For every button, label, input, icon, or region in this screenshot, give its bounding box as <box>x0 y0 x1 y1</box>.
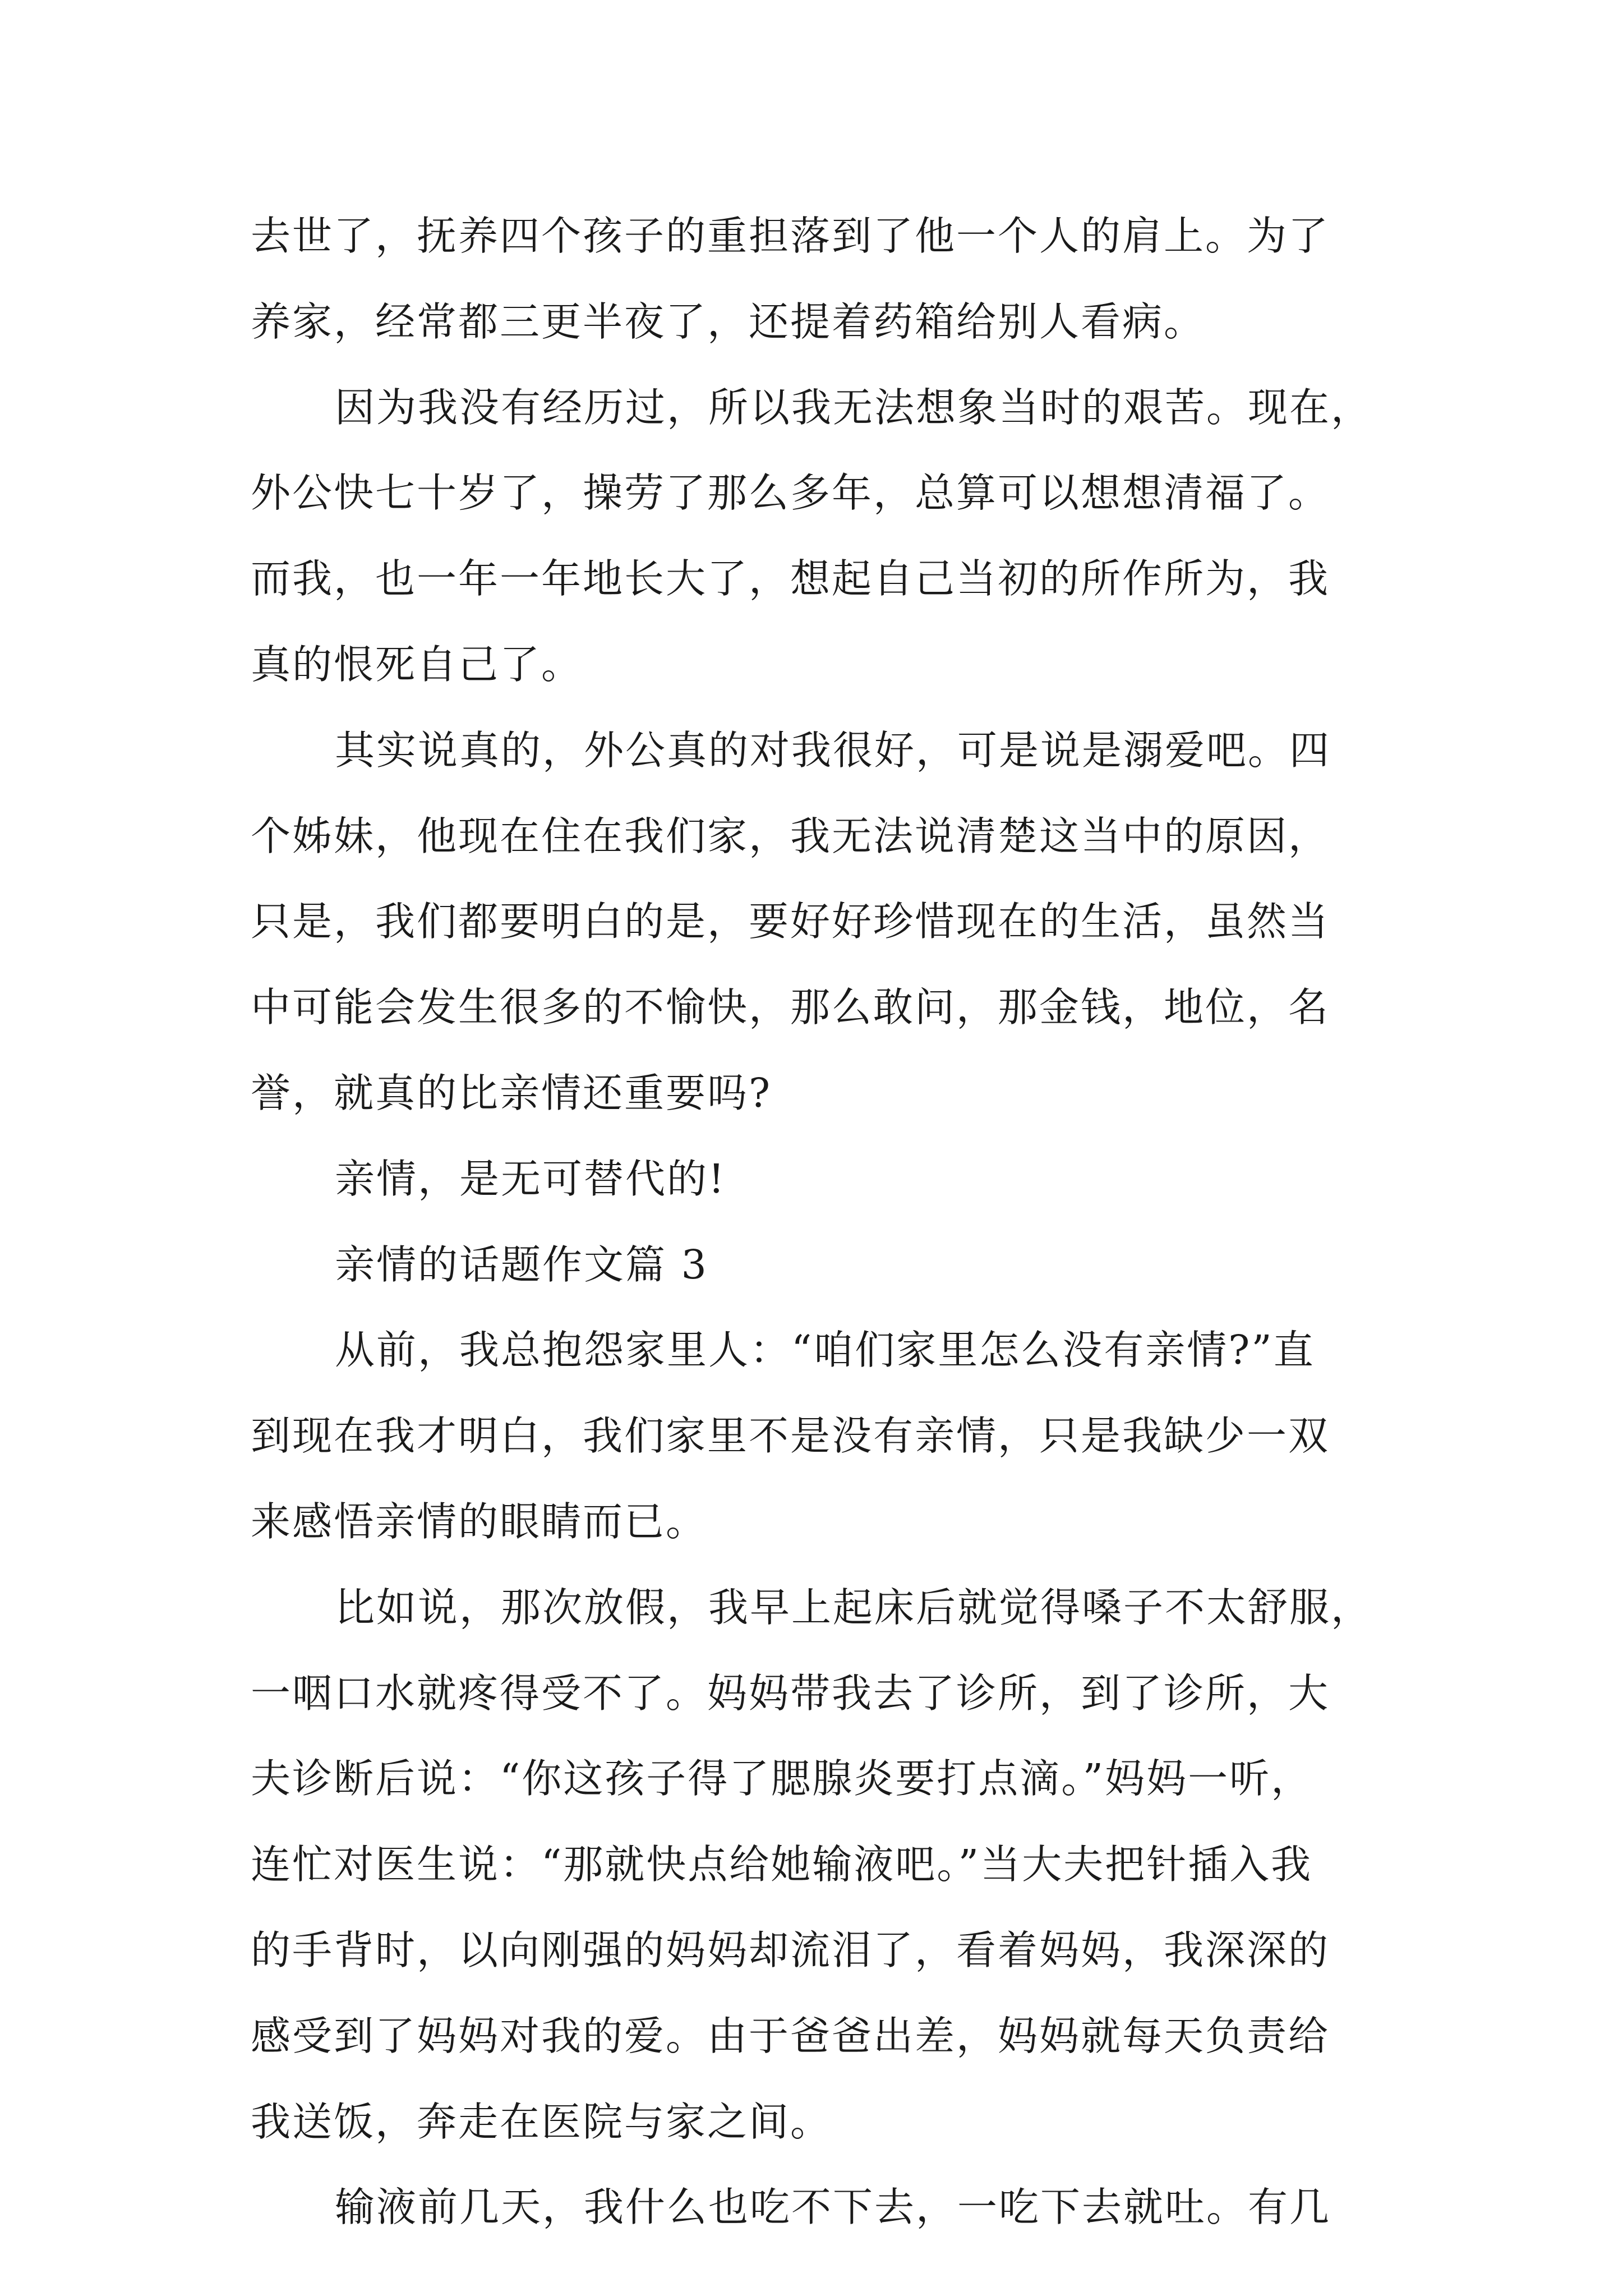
text-line: 比如说，那次放假，我早上起床后就觉得嗓子不太舒服， <box>335 1584 1373 1631</box>
text-line: 到现在我才明白，我们家里不是没有亲情，只是我缺少一双 <box>251 1412 1330 1460</box>
text-line: 连忙对医生说：“那就快点给她输液吧。”当大夫把针插入我 <box>251 1841 1313 1888</box>
text-line: 输液前几天，我什么也吃不下去，一吃下去就吐。有几 <box>335 2184 1331 2231</box>
text-line: 养家，经常都三更半夜了，还提着药箱给别人看病。 <box>251 298 1206 345</box>
text-line: 个姊妹，他现在住在我们家，我无法说清楚这当中的原因， <box>251 812 1330 859</box>
text-line: 感受到了妈妈对我的爱。由于爸爸出差，妈妈就每天负责给 <box>251 2012 1330 2059</box>
text-line: 亲情，是无可替代的! <box>335 1155 726 1202</box>
text-line: 只是，我们都要明白的是，要好好珍惜现在的生活，虽然当 <box>251 898 1330 945</box>
text-line: 其实说真的，外公真的对我很好，可是说是溺爱吧。四 <box>335 726 1331 774</box>
text-line: 誉，就真的比亲情还重要吗? <box>251 1069 772 1116</box>
text-line: 从前，我总抱怨家里人：“咱们家里怎么没有亲情?”直 <box>335 1327 1315 1374</box>
text-line: 真的恨死自己了。 <box>251 641 583 688</box>
text-line: 而我，也一年一年地长大了，想起自己当初的所作所为，我 <box>251 555 1330 602</box>
essay-text <box>251 194 1406 2251</box>
text-line: 外公快七十岁了，操劳了那么多年，总算可以想想清福了。 <box>251 470 1330 517</box>
text-line: 一咽口水就疼得受不了。妈妈带我去了诊所，到了诊所，大 <box>251 1669 1330 1717</box>
text-line: 中可能会发生很多的不愉快，那么敢问，那金钱，地位，名 <box>251 984 1330 1031</box>
text-line: 去世了，抚养四个孩子的重担落到了他一个人的肩上。为了 <box>251 213 1330 259</box>
text-line: 因为我没有经历过，所以我无法想象当时的艰苦。现在， <box>335 384 1373 431</box>
text-line: 的手背时，以向刚强的妈妈却流泪了，看着妈妈，我深深的 <box>251 1926 1330 1973</box>
text-line: 我送饭，奔走在医院与家之间。 <box>251 2098 832 2145</box>
text-line: 来感悟亲情的眼睛而已。 <box>251 1498 708 1545</box>
text-line: 夫诊断后说：“你这孩子得了腮腺炎要打点滴。”妈妈一听， <box>251 1755 1313 1802</box>
section-heading: 亲情的话题作文篇 3 <box>335 1241 708 1288</box>
